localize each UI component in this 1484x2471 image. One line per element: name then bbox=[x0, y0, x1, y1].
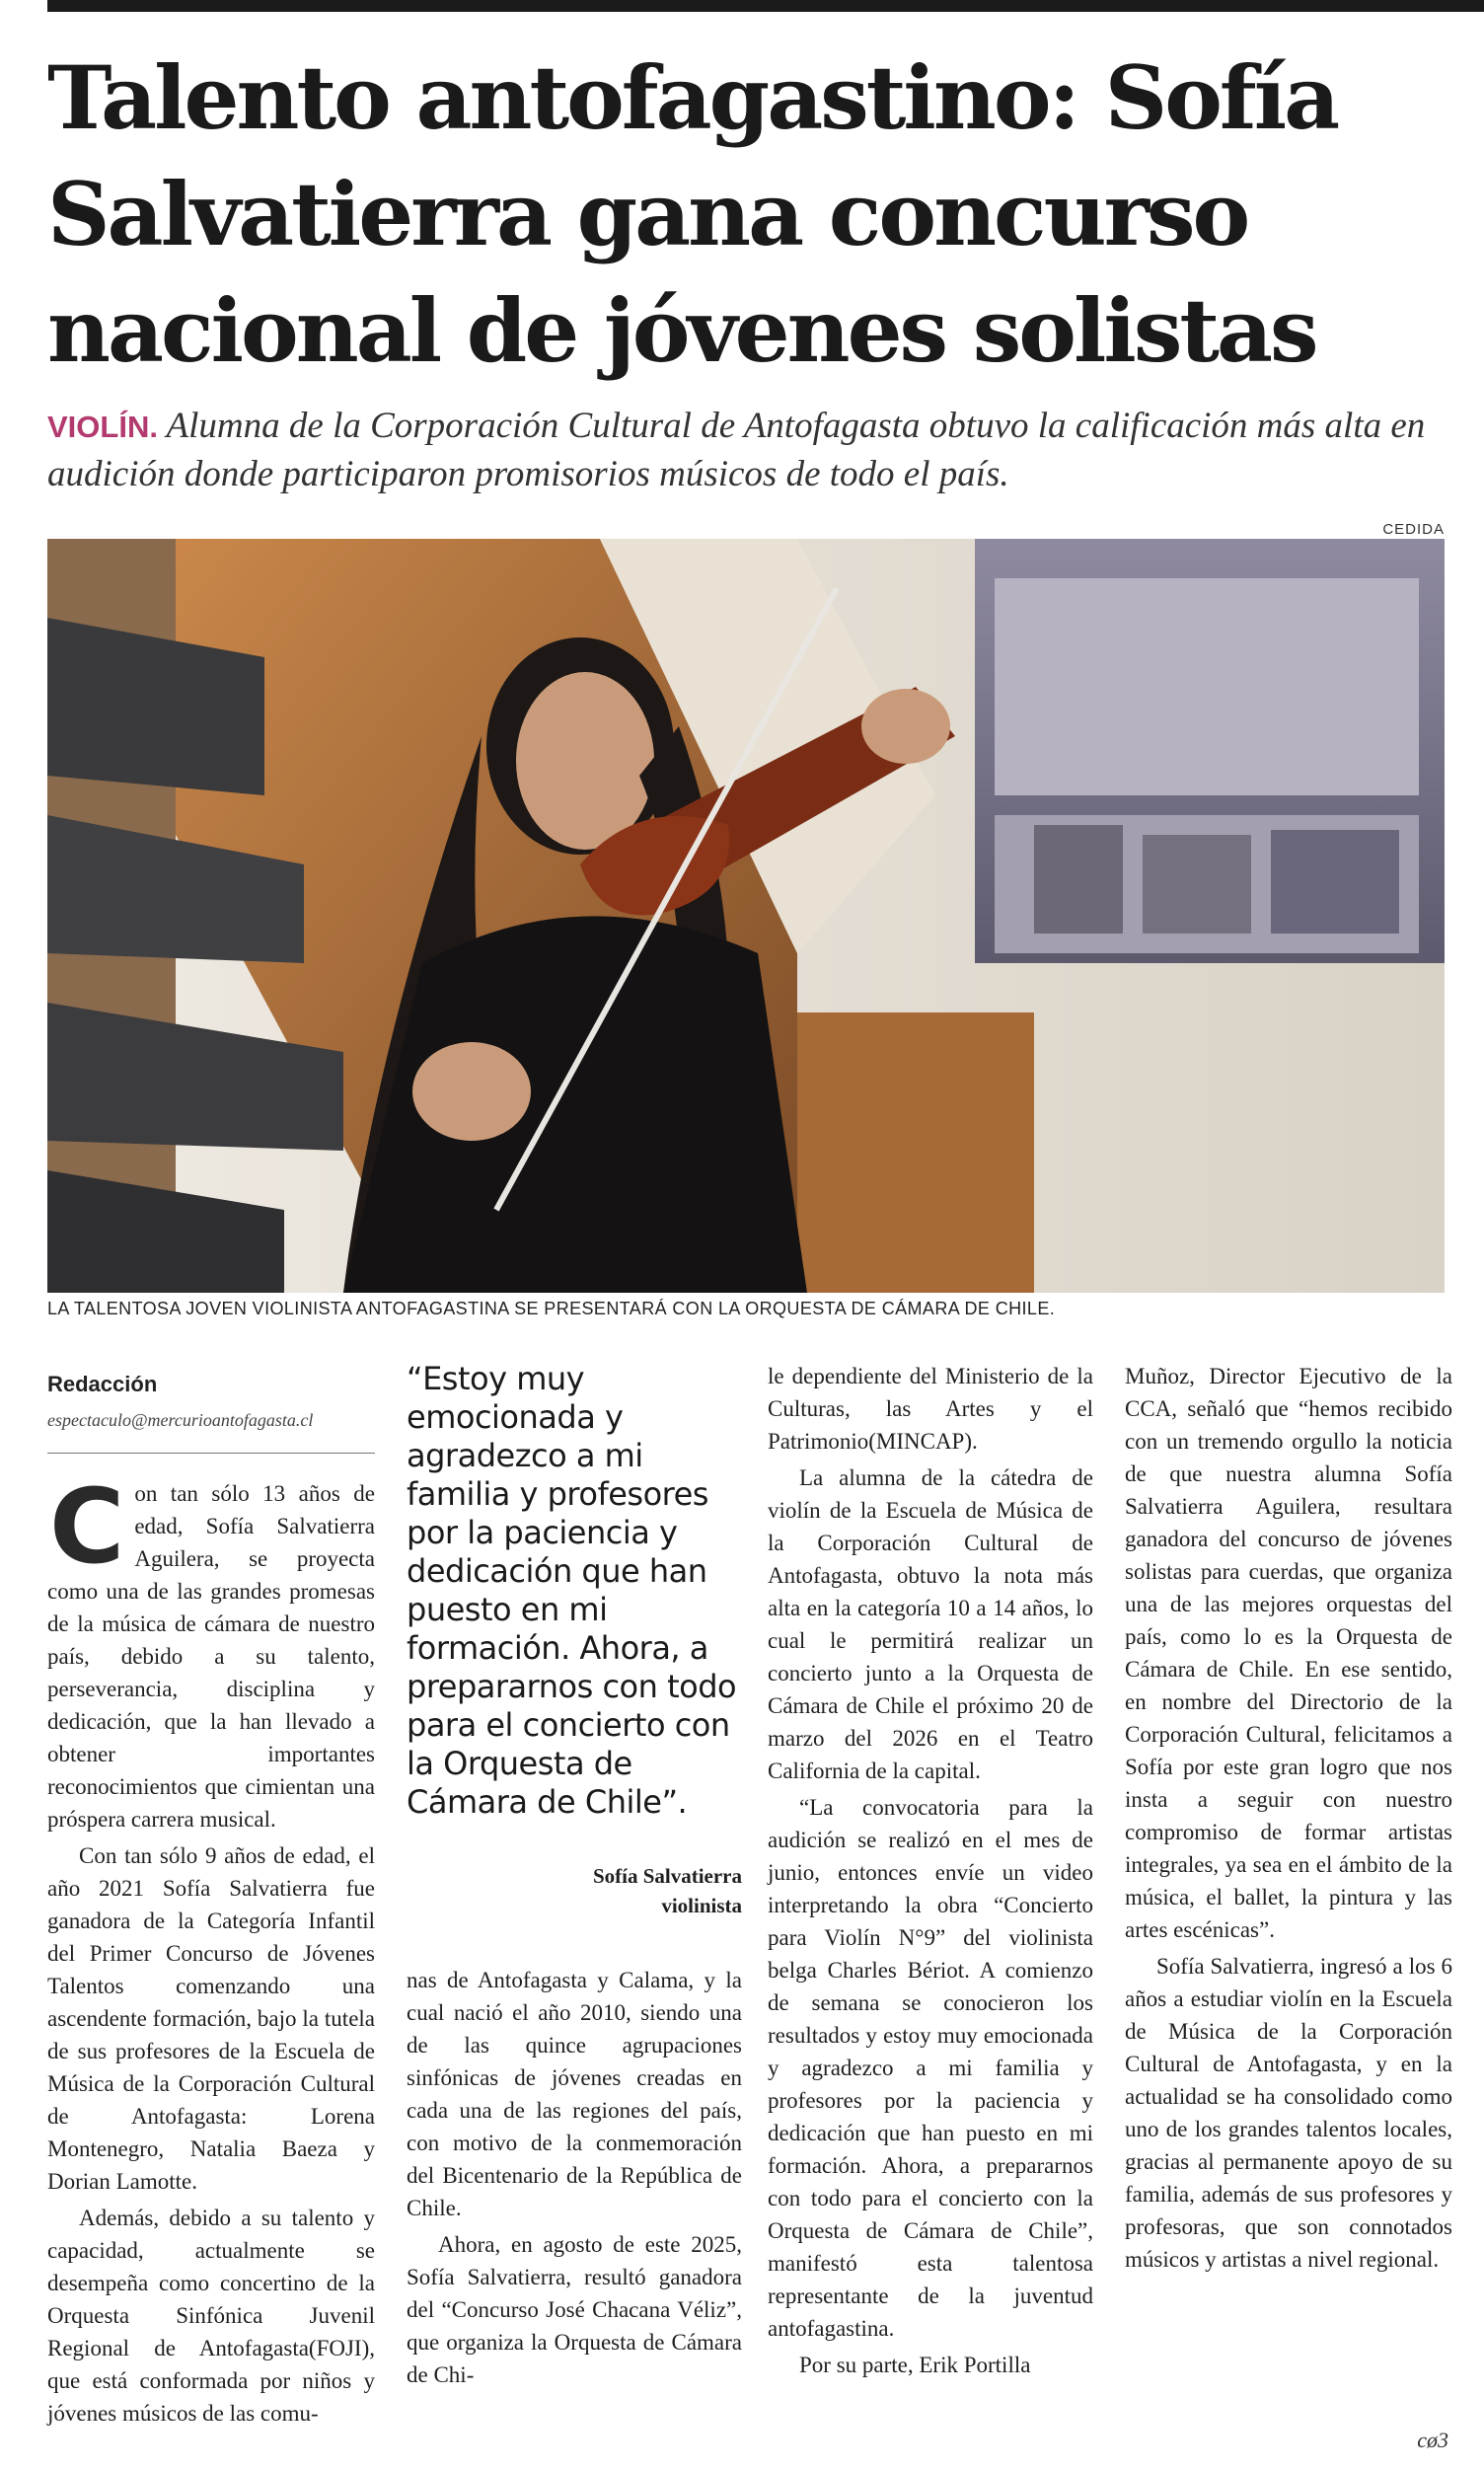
pull-quote-author: Sofía Salvatierra bbox=[592, 1864, 742, 1888]
column-1 bbox=[47, 1360, 375, 2434]
pull-quote: “Estoy muy emocionada y agradezco a mi familia y profesores por la paciencia y dedicación que han puesto en mi formación. Ahora, a prepararnos con todo para el concierto con la Orquesta de Cámara de Chile”. bbox=[407, 1360, 737, 1821]
paragraph: La alumna de la cátedra de violín de la Escuela de Música de la Corporación Cultural de Antofagasta, obtuvo la nota más alta en la categoría 10 a 14 años, lo cual le permitirá realizar un concierto junto a la Orquesta de Cámara de Chile el próximo 20 de marzo del 2026 en el Teatro California de la capital. bbox=[768, 1465, 1093, 1783]
paragraph: Con tan sólo 9 años de edad, el año 2021 Sofía Salvatierra fue ganadora de la Categoría Infantil del Primer Concurso de Jóvenes Talentos comenzando una ascendente formación, bajo la tutela de sus profesores de la Escuela de Música de la Corporación Cultural de Antofagasta: Lorena Montenegro, Natalia Baeza y Dorian Lamotte. bbox=[47, 1843, 375, 2194]
pull-quote-signature bbox=[407, 1861, 742, 1920]
paragraph: Sofía Salvatierra, ingresó a los 6 años a estudiar violín en la Escuela de Música de la Corporación Cultural de Antofagasta, y en la actualidad se ha consolidado como uno de los grandes talentos locales, gracias al permanente apoyo de su familia, además de sus profesores y profesoras, que son connotados músicos y artistas a nivel regional. bbox=[1125, 1954, 1452, 2272]
byline-email[interactable]: espectaculo@mercurioantofagasta.cl bbox=[47, 1410, 314, 1430]
photo-caption: LA TALENTOSA JOVEN VIOLINISTA ANTOFAGASTINA SE PRESENTARÁ CON LA ORQUESTA DE CÁMARA DE CHILE. bbox=[47, 1299, 1056, 1318]
column-4 bbox=[1125, 1360, 1452, 2280]
headline: Talento antofagastino: Sofía Salvatierra gana concurso nacional de jóvenes solistas bbox=[47, 46, 1338, 382]
paragraph: Por su parte, Erik Portilla bbox=[799, 2353, 1031, 2377]
lead-paragraph bbox=[47, 1466, 375, 1835]
byline-name: Redacción bbox=[47, 1372, 158, 1396]
column-3 bbox=[768, 1360, 1093, 2385]
paragraph: Ahora, en agosto de este 2025, Sofía Salvatierra, resultó ganadora del “Concurso José Chacana Véliz”, que organiza la Orquesta de Cámara de Chi- bbox=[407, 2232, 742, 2387]
drop-cap: C bbox=[49, 1466, 125, 1587]
paragraph: Además, debido a su talento y capacidad, actualmente se desempeña como concertino de la Orquesta Sinfónica Juvenil Regional de Antofagasta(FOJI), que está conformada por niños y jóvenes músicos de las comu- bbox=[47, 2206, 375, 2426]
paragraph: nas de Antofagasta y Calama, y la cual nació el año 2010, siendo una de las quince agrupaciones sinfónicas de jóvenes creadas en cada una de las regiones del país, con motivo de la conmemoración del Bicentenario de la República de Chile. bbox=[407, 1968, 742, 2220]
deck-kicker: VIOLÍN. bbox=[47, 410, 158, 444]
photo-credit: CEDIDA bbox=[1382, 521, 1445, 538]
paragraph: Muñoz, Director Ejecutivo de la CCA, señaló que “hemos recibido con un tremendo orgullo la noticia de que nuestra alumna Sofía Salvatierra Aguilera, resultara ganadora del concurso de jóvenes solistas para cuerdas, que organiza una de las mejores orquestas del país, como lo es la Orquesta de Cámara de Chile. En ese sentido, en nombre del Directorio de la Corporación Cultural, felicitamos a Sofía por este gran logro que nos insta a seguir con nuestro compromiso de formar artistas integrales, ya sea en el ámbito de la música, el ballet, la pintura y las artes escénicas”. bbox=[1125, 1364, 1452, 1942]
deck bbox=[47, 403, 1448, 498]
paragraph: “La convocatoria para la audición se realizó en el mes de junio, entonces envíe un video interpretando la obra “Concierto para Violín N°9” del violinista belga Charles Bériot. A comienzo de semana se conocieron los resultados y estoy muy emocionada y agradezco a mi familia y profesores por la paciencia y dedicación que han puesto en mi formación. Ahora, a prepararnos con todo para el concierto con la Orquesta de Cámara de Chile”, manifestó esta talentosa representante de la juventud antofagastina. bbox=[768, 1795, 1093, 2341]
paragraph: on tan sólo 13 años de edad, Sofía Salvatierra Aguilera, se proyecta como una de las grandes promesas de la música de cámara de nuestro país, debido a su talento, perseverancia, disciplina y dedicación, que la han llevado a obtener importantes reconocimientos que cimientan una próspera carrera musical. bbox=[47, 1481, 375, 1832]
photo-illustration bbox=[47, 539, 1445, 1293]
column-2 bbox=[407, 1360, 742, 2395]
deck-text: Alumna de la Corporación Cultural de Antofagasta obtuvo la calificación más alta en audición donde participaron promisorios músicos de todo el país. bbox=[47, 406, 1426, 494]
top-rule bbox=[47, 0, 1484, 12]
byline-divider bbox=[47, 1453, 375, 1454]
page-mark: cø3 bbox=[1417, 2428, 1448, 2452]
pull-quote-role: violinista bbox=[661, 1894, 742, 1917]
violinist-photo bbox=[47, 539, 1445, 1293]
paragraph: le dependiente del Ministerio de la Culturas, las Artes y el Patrimonio(MINCAP). bbox=[768, 1364, 1093, 1454]
